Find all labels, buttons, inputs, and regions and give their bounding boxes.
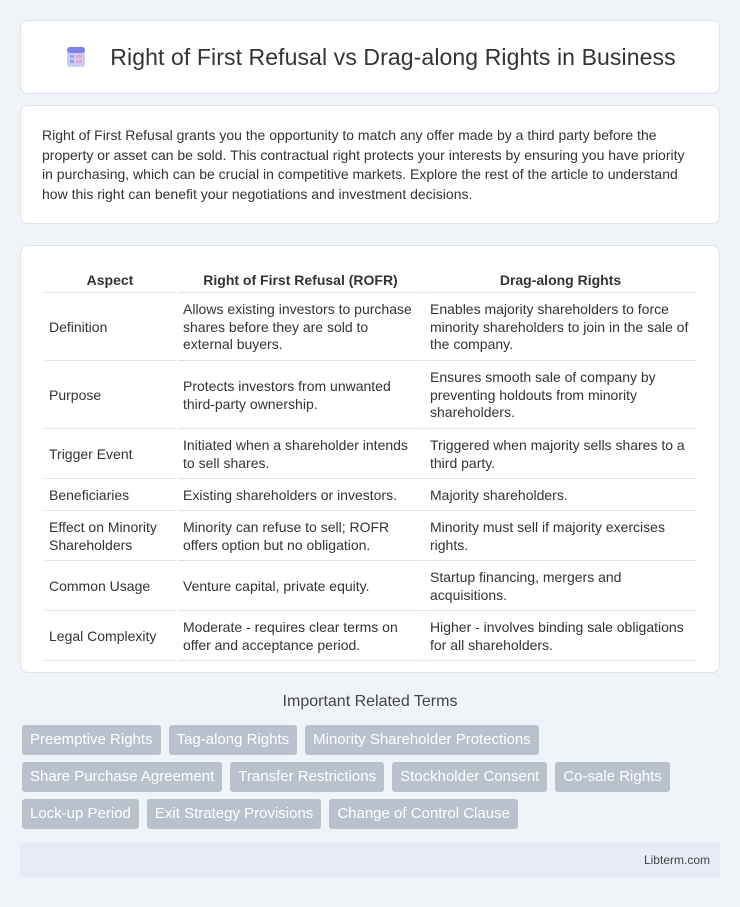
cell-aspect: Legal Complexity [44,613,176,661]
cell-aspect: Definition [44,295,176,361]
cell-aspect: Effect on Minority Shareholders [44,513,176,561]
related-terms-tags [22,725,722,836]
cell-aspect: Trigger Event [44,431,176,479]
tag-change-of-control-clause[interactable]: Change of Control Clause [329,799,518,829]
intro-text: Right of First Refusal grants you the opportunity to match any offer made by a third party before the property or asset can be sold. This contractual right protects your interests by ensuring you have priority in purchasing, which can be crucial in competitive markets. Explore the rest of the article to understand how this right can benefit your negotiations and investment decisions. [42,127,685,202]
page-title: Right of First Refusal vs Drag-along Rights in Business [110,43,676,70]
cell-aspect: Common Usage [44,563,176,611]
tag-tag-along-rights[interactable]: Tag-along Rights [169,725,298,755]
cell-rofr: Venture capital, private equity. [178,563,423,611]
header-card [20,20,720,94]
cell-rofr: Existing shareholders or investors. [178,481,423,511]
tag-stockholder-consent[interactable]: Stockholder Consent [392,762,547,792]
header-rofr: Right of First Refusal (ROFR) [178,268,423,293]
table-row [44,481,696,511]
cell-drag-along: Startup financing, mergers and acquisitions. [425,563,696,611]
cell-rofr: Minority can refuse to sell; ROFR offers option but no obligation. [178,513,423,561]
title-wrap [64,44,675,71]
comparison-table [42,266,698,663]
tag-lock-up-period[interactable]: Lock-up Period [22,799,139,829]
table-header-row [44,268,696,293]
tag-share-purchase-agreement[interactable]: Share Purchase Agreement [22,762,222,792]
footer [20,843,720,877]
table-row [44,563,696,611]
cell-drag-along: Enables majority shareholders to force minority shareholders to join in the sale of the company. [425,295,696,361]
table-row [44,513,696,561]
cell-drag-along: Majority shareholders. [425,481,696,511]
cell-rofr: Protects investors from unwanted third-party ownership. [178,363,423,429]
intro-card [20,105,720,224]
footer-site-link[interactable]: Libterm.com [643,853,710,867]
cell-rofr: Initiated when a shareholder intends to sell shares. [178,431,423,479]
cell-drag-along: Triggered when majority sells shares to a third party. [425,431,696,479]
cell-drag-along: Ensures smooth sale of company by preventing holdouts from minority shareholders. [425,363,696,429]
cell-drag-along: Minority must sell if majority exercises rights. [425,513,696,561]
table-row [44,363,696,429]
cell-rofr: Moderate - requires clear terms on offer and acceptance period. [178,613,423,661]
table-row [44,295,696,361]
table-row [44,431,696,479]
tag-exit-strategy-provisions[interactable]: Exit Strategy Provisions [147,799,321,829]
table-icon [64,45,88,69]
header-aspect: Aspect [44,268,176,293]
header-drag-along: Drag-along Rights [425,268,696,293]
tag-transfer-restrictions[interactable]: Transfer Restrictions [230,762,384,792]
related-terms-title: Important Related Terms [282,693,458,710]
cell-rofr: Allows existing investors to purchase shares before they are sold to external buyers. [178,295,423,361]
cell-aspect: Purpose [44,363,176,429]
tag-preemptive-rights[interactable]: Preemptive Rights [22,725,161,755]
comparison-table-card [20,245,720,673]
cell-aspect: Beneficiaries [44,481,176,511]
table-row [44,613,696,661]
tag-minority-shareholder-protections[interactable]: Minority Shareholder Protections [305,725,539,755]
cell-drag-along: Higher - involves binding sale obligations for all shareholders. [425,613,696,661]
tag-co-sale-rights[interactable]: Co-sale Rights [555,762,669,792]
